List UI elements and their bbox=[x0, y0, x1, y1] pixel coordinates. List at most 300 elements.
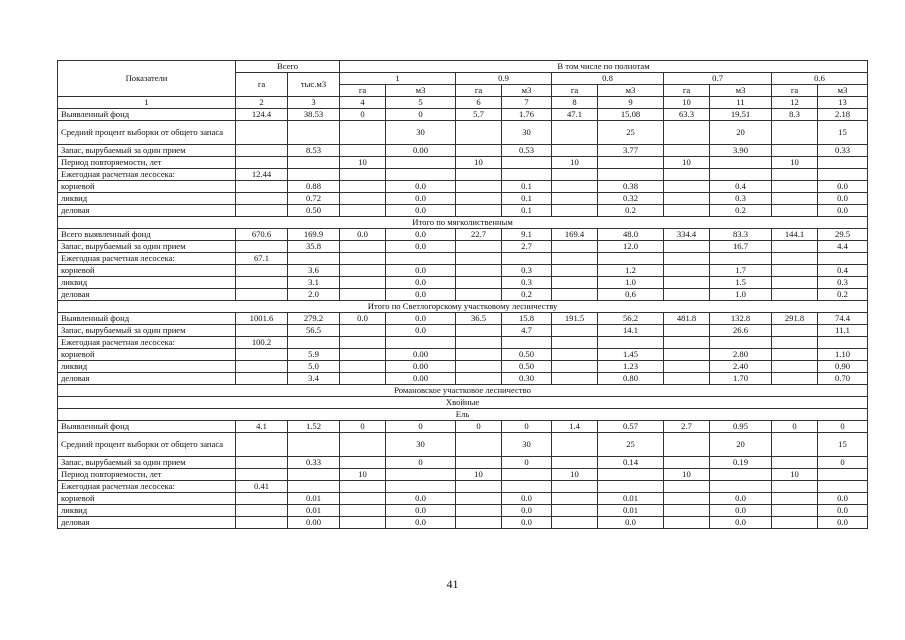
table-cell: 2.7 bbox=[502, 241, 552, 253]
table-cell bbox=[552, 349, 598, 361]
table-cell bbox=[552, 265, 598, 277]
table-cell: 0.01 bbox=[598, 493, 664, 505]
table-cell: 0 bbox=[502, 421, 552, 433]
column-number: 7 bbox=[502, 97, 552, 109]
table-cell bbox=[236, 373, 288, 385]
table-cell bbox=[818, 337, 868, 349]
table-cell bbox=[664, 253, 710, 265]
table-row bbox=[58, 421, 868, 433]
table-cell bbox=[340, 181, 386, 193]
section-header-row bbox=[58, 301, 868, 313]
table-cell bbox=[236, 505, 288, 517]
section-title: Хвойные bbox=[58, 397, 868, 409]
table-cell bbox=[456, 517, 502, 529]
table-cell: 19.51 bbox=[710, 109, 772, 121]
table-cell bbox=[772, 457, 818, 469]
table-cell: 0.0 bbox=[386, 517, 456, 529]
column-number: 10 bbox=[664, 97, 710, 109]
row-label: ликвид bbox=[58, 505, 236, 517]
table-row bbox=[58, 205, 868, 217]
table-cell: 38.53 bbox=[288, 109, 340, 121]
table-row bbox=[58, 181, 868, 193]
table-cell bbox=[386, 337, 456, 349]
table-cell: 1.52 bbox=[288, 421, 340, 433]
column-number: 3 bbox=[288, 97, 340, 109]
table-cell bbox=[664, 121, 710, 145]
table-cell: 20 bbox=[710, 121, 772, 145]
table-cell bbox=[772, 277, 818, 289]
row-label: корневой bbox=[58, 265, 236, 277]
row-label: корневой bbox=[58, 181, 236, 193]
table-cell bbox=[456, 361, 502, 373]
table-cell bbox=[502, 337, 552, 349]
table-row bbox=[58, 469, 868, 481]
table-cell: 0.0 bbox=[502, 505, 552, 517]
table-cell: 0.95 bbox=[710, 421, 772, 433]
table-cell: 10 bbox=[456, 469, 502, 481]
table-cell: 0.30 bbox=[502, 373, 552, 385]
table-cell bbox=[664, 373, 710, 385]
table-cell bbox=[456, 205, 502, 217]
table-cell: 0.57 bbox=[598, 421, 664, 433]
row-label: Всего выявленный фонд bbox=[58, 229, 236, 241]
table-cell: 334.4 bbox=[664, 229, 710, 241]
table-cell bbox=[818, 253, 868, 265]
unit-m3: м3 bbox=[598, 85, 664, 97]
table-cell: 47.1 bbox=[552, 109, 598, 121]
table-cell bbox=[340, 493, 386, 505]
table-cell: 22.7 bbox=[456, 229, 502, 241]
table-cell bbox=[340, 337, 386, 349]
table-cell: 8.3 bbox=[772, 109, 818, 121]
table-cell bbox=[288, 481, 340, 493]
table-cell: 0.0 bbox=[386, 265, 456, 277]
table-cell: 291.8 bbox=[772, 313, 818, 325]
table-cell bbox=[710, 253, 772, 265]
table-cell bbox=[456, 169, 502, 181]
table-cell: 1.45 bbox=[598, 349, 664, 361]
table-cell: 25 bbox=[598, 433, 664, 457]
section-header-row bbox=[58, 397, 868, 409]
section-header-row bbox=[58, 409, 868, 421]
total-header: Всего bbox=[236, 61, 340, 73]
table-row bbox=[58, 145, 868, 157]
row-label: Запас, вырубаемый за один прием bbox=[58, 145, 236, 157]
table-cell: 10 bbox=[456, 157, 502, 169]
table-cell bbox=[340, 265, 386, 277]
table-cell bbox=[340, 433, 386, 457]
table-cell bbox=[552, 481, 598, 493]
table-cell: 0 bbox=[456, 421, 502, 433]
table-cell: 29.5 bbox=[818, 229, 868, 241]
table-cell bbox=[456, 253, 502, 265]
table-cell: 0.50 bbox=[502, 361, 552, 373]
table-cell: 0.0 bbox=[818, 493, 868, 505]
table-cell: 30 bbox=[386, 433, 456, 457]
table-row bbox=[58, 361, 868, 373]
table-cell bbox=[664, 193, 710, 205]
column-number: 1 bbox=[58, 97, 236, 109]
table-cell bbox=[552, 433, 598, 457]
table-cell bbox=[340, 241, 386, 253]
table-cell bbox=[236, 325, 288, 337]
table-row bbox=[58, 505, 868, 517]
table-cell: 1.4 bbox=[552, 421, 598, 433]
table-row bbox=[58, 349, 868, 361]
table-cell: 0.14 bbox=[598, 457, 664, 469]
table-cell: 10 bbox=[664, 469, 710, 481]
table-cell bbox=[236, 361, 288, 373]
table-cell bbox=[818, 481, 868, 493]
table-cell: 0.72 bbox=[288, 193, 340, 205]
table-cell bbox=[502, 469, 552, 481]
total-ha-header: га bbox=[236, 73, 288, 97]
table-cell bbox=[236, 181, 288, 193]
table-cell: 1001.6 bbox=[236, 313, 288, 325]
table-cell: 3.1 bbox=[288, 277, 340, 289]
table-cell bbox=[456, 241, 502, 253]
table-cell bbox=[664, 517, 710, 529]
table-cell: 10 bbox=[340, 469, 386, 481]
table-cell bbox=[502, 169, 552, 181]
row-label: Период повторяемости, лет bbox=[58, 469, 236, 481]
table-cell bbox=[236, 277, 288, 289]
table-row bbox=[58, 121, 868, 145]
table-cell: 11.1 bbox=[818, 325, 868, 337]
table-row bbox=[58, 457, 868, 469]
table-cell bbox=[456, 265, 502, 277]
table-cell bbox=[598, 253, 664, 265]
table-cell: 0.0 bbox=[818, 181, 868, 193]
table-cell bbox=[340, 349, 386, 361]
table-cell: 0.3 bbox=[818, 277, 868, 289]
density-header: 0.7 bbox=[664, 73, 772, 85]
table-cell bbox=[598, 469, 664, 481]
table-cell: 3.90 bbox=[710, 145, 772, 157]
table-cell: 0.00 bbox=[288, 517, 340, 529]
table-cell: 9.1 bbox=[502, 229, 552, 241]
table-cell: 16.7 bbox=[710, 241, 772, 253]
table-cell bbox=[818, 169, 868, 181]
table-cell bbox=[340, 205, 386, 217]
table-cell bbox=[772, 481, 818, 493]
table-cell: 0.4 bbox=[710, 181, 772, 193]
table-cell: 2.7 bbox=[664, 421, 710, 433]
table-cell bbox=[598, 169, 664, 181]
table-cell: 0.2 bbox=[502, 289, 552, 301]
by-density-header: В том числе по полнотам bbox=[340, 61, 868, 73]
table-cell bbox=[772, 505, 818, 517]
table-cell bbox=[552, 289, 598, 301]
table-cell: 0.0 bbox=[710, 493, 772, 505]
table-cell bbox=[456, 193, 502, 205]
table-cell bbox=[236, 349, 288, 361]
table-cell: 0 bbox=[386, 421, 456, 433]
table-cell bbox=[340, 481, 386, 493]
table-row bbox=[58, 169, 868, 181]
table-cell: 279.2 bbox=[288, 313, 340, 325]
row-label: Выявленный фонд bbox=[58, 313, 236, 325]
table-cell: 8.53 bbox=[288, 145, 340, 157]
table-cell: 1.10 bbox=[818, 349, 868, 361]
table-cell bbox=[340, 145, 386, 157]
table-cell bbox=[552, 373, 598, 385]
table-cell: 0.80 bbox=[598, 373, 664, 385]
table-cell: 0.0 bbox=[818, 193, 868, 205]
unit-m3: м3 bbox=[710, 85, 772, 97]
table-cell bbox=[818, 469, 868, 481]
table-cell bbox=[772, 325, 818, 337]
row-label: деловая bbox=[58, 517, 236, 529]
table-cell: 14.1 bbox=[598, 325, 664, 337]
table-cell bbox=[664, 457, 710, 469]
table-cell: 0.0 bbox=[386, 313, 456, 325]
table-cell: 0.0 bbox=[502, 517, 552, 529]
table-cell: 30 bbox=[502, 433, 552, 457]
section-title: Итого по мягколиственным bbox=[58, 217, 868, 229]
table-cell bbox=[236, 433, 288, 457]
table-cell: 25 bbox=[598, 121, 664, 145]
table-cell bbox=[456, 181, 502, 193]
table-row bbox=[58, 229, 868, 241]
table-row bbox=[58, 517, 868, 529]
table-cell bbox=[664, 325, 710, 337]
row-label: ликвид bbox=[58, 193, 236, 205]
table-cell: 0 bbox=[340, 421, 386, 433]
table-cell: 0.00 bbox=[386, 349, 456, 361]
table-cell: 0.0 bbox=[386, 205, 456, 217]
table-cell bbox=[664, 289, 710, 301]
table-cell bbox=[552, 121, 598, 145]
density-header: 0.8 bbox=[552, 73, 664, 85]
table-cell: 0.0 bbox=[340, 313, 386, 325]
table-row bbox=[58, 313, 868, 325]
table-cell: 4.4 bbox=[818, 241, 868, 253]
table-cell bbox=[288, 433, 340, 457]
table-cell bbox=[772, 289, 818, 301]
table-cell: 144.1 bbox=[772, 229, 818, 241]
table-cell: 0.01 bbox=[288, 493, 340, 505]
table-cell: 10 bbox=[772, 157, 818, 169]
table-cell bbox=[772, 349, 818, 361]
table-cell bbox=[552, 241, 598, 253]
table-cell: 670.6 bbox=[236, 229, 288, 241]
table-cell bbox=[664, 181, 710, 193]
unit-m3: м3 bbox=[386, 85, 456, 97]
table-cell bbox=[552, 205, 598, 217]
table-cell bbox=[664, 265, 710, 277]
table-cell bbox=[552, 505, 598, 517]
table-cell bbox=[456, 325, 502, 337]
row-label: деловая bbox=[58, 289, 236, 301]
table-cell bbox=[340, 193, 386, 205]
table-cell: 0.00 bbox=[386, 373, 456, 385]
table-cell: 0.50 bbox=[502, 349, 552, 361]
table-cell: 132.8 bbox=[710, 313, 772, 325]
indicators-header: Показатели bbox=[58, 61, 236, 97]
unit-ha: га bbox=[456, 85, 502, 97]
table-cell: 1.76 bbox=[502, 109, 552, 121]
table-cell bbox=[456, 481, 502, 493]
table-cell: 1.0 bbox=[598, 277, 664, 289]
table-cell bbox=[340, 277, 386, 289]
table-cell bbox=[236, 241, 288, 253]
table-row bbox=[58, 253, 868, 265]
table-cell bbox=[340, 121, 386, 145]
unit-m3: м3 bbox=[502, 85, 552, 97]
table-cell bbox=[598, 337, 664, 349]
table-cell bbox=[664, 277, 710, 289]
table-cell: 0.0 bbox=[386, 241, 456, 253]
table-cell bbox=[236, 193, 288, 205]
table-cell: 191.5 bbox=[552, 313, 598, 325]
table-cell: 0.0 bbox=[818, 505, 868, 517]
table-cell bbox=[664, 169, 710, 181]
unit-ha: га bbox=[664, 85, 710, 97]
table-cell: 1.7 bbox=[710, 265, 772, 277]
unit-ha: га bbox=[552, 85, 598, 97]
column-number: 4 bbox=[340, 97, 386, 109]
table-cell: 2.0 bbox=[288, 289, 340, 301]
table-cell bbox=[456, 277, 502, 289]
table-cell bbox=[664, 433, 710, 457]
column-number: 6 bbox=[456, 97, 502, 109]
row-label: ликвид bbox=[58, 277, 236, 289]
table-cell bbox=[664, 337, 710, 349]
table-cell bbox=[664, 145, 710, 157]
table-cell bbox=[340, 505, 386, 517]
row-label: Ежегодная расчетная лесосека: bbox=[58, 481, 236, 493]
table-cell bbox=[664, 361, 710, 373]
table-cell: 10 bbox=[552, 157, 598, 169]
row-label: деловая bbox=[58, 373, 236, 385]
table-cell bbox=[236, 517, 288, 529]
table-cell bbox=[288, 337, 340, 349]
table-cell bbox=[236, 493, 288, 505]
table-cell bbox=[664, 505, 710, 517]
row-label: деловая bbox=[58, 205, 236, 217]
table-cell bbox=[236, 289, 288, 301]
table-body bbox=[58, 109, 868, 529]
table-cell: 15 bbox=[818, 121, 868, 145]
table-cell: 0.38 bbox=[598, 181, 664, 193]
table-cell: 0.0 bbox=[386, 325, 456, 337]
table-cell: 0 bbox=[818, 421, 868, 433]
table-cell bbox=[664, 481, 710, 493]
table-cell bbox=[772, 265, 818, 277]
table-cell: 26.6 bbox=[710, 325, 772, 337]
column-number: 12 bbox=[772, 97, 818, 109]
section-header-row bbox=[58, 217, 868, 229]
density-header: 0.9 bbox=[456, 73, 552, 85]
table-cell: 0.4 bbox=[818, 265, 868, 277]
table-cell bbox=[710, 169, 772, 181]
table-cell: 0.1 bbox=[502, 181, 552, 193]
table-cell: 63.3 bbox=[664, 109, 710, 121]
table-cell bbox=[552, 169, 598, 181]
table-cell: 0.0 bbox=[386, 493, 456, 505]
table-cell bbox=[772, 145, 818, 157]
table-cell bbox=[772, 241, 818, 253]
table-cell: 0.0 bbox=[710, 517, 772, 529]
table-cell: 0.2 bbox=[598, 205, 664, 217]
table-cell bbox=[340, 373, 386, 385]
table-cell bbox=[386, 169, 456, 181]
table-cell: 0.70 bbox=[818, 373, 868, 385]
table-cell bbox=[772, 517, 818, 529]
table-cell: 10 bbox=[552, 469, 598, 481]
table-cell: 30 bbox=[502, 121, 552, 145]
table-cell bbox=[598, 481, 664, 493]
table-cell: 0.0 bbox=[386, 193, 456, 205]
table-cell: 3.6 bbox=[288, 265, 340, 277]
table-cell bbox=[552, 253, 598, 265]
row-label: Выявленный фонд bbox=[58, 109, 236, 121]
table-cell: 0 bbox=[818, 457, 868, 469]
page-number: 41 bbox=[446, 577, 459, 591]
table-cell: 0.3 bbox=[710, 193, 772, 205]
table-cell: 0.88 bbox=[288, 181, 340, 193]
table-cell bbox=[456, 145, 502, 157]
table-cell: 15 bbox=[818, 433, 868, 457]
table-cell bbox=[456, 289, 502, 301]
table-cell: 169.9 bbox=[288, 229, 340, 241]
table-cell bbox=[552, 337, 598, 349]
table-cell: 0 bbox=[386, 109, 456, 121]
forest-fund-table bbox=[57, 60, 868, 529]
table-cell bbox=[236, 457, 288, 469]
table-cell: 1.0 bbox=[710, 289, 772, 301]
table-row bbox=[58, 433, 868, 457]
table-cell bbox=[340, 169, 386, 181]
table-cell: 0 bbox=[502, 457, 552, 469]
table-cell bbox=[772, 337, 818, 349]
table-cell: 15.8 bbox=[502, 313, 552, 325]
table-cell bbox=[456, 373, 502, 385]
table-cell bbox=[552, 517, 598, 529]
row-label: Запас, вырубаемый за один прием bbox=[58, 241, 236, 253]
table-cell: 0.0 bbox=[502, 493, 552, 505]
table-cell bbox=[386, 157, 456, 169]
table-cell bbox=[288, 169, 340, 181]
table-cell: 100.2 bbox=[236, 337, 288, 349]
table-cell bbox=[772, 121, 818, 145]
density-header: 1 bbox=[340, 73, 456, 85]
row-label: ликвид bbox=[58, 361, 236, 373]
table-cell bbox=[340, 253, 386, 265]
unit-ha: га bbox=[340, 85, 386, 97]
table-cell: 2.80 bbox=[710, 349, 772, 361]
table-cell: 0 bbox=[772, 421, 818, 433]
table-cell: 0.0 bbox=[818, 205, 868, 217]
table-cell: 4.7 bbox=[502, 325, 552, 337]
table-cell: 0.32 bbox=[598, 193, 664, 205]
row-label: Запас, вырубаемый за один прием bbox=[58, 325, 236, 337]
table-cell: 56.5 bbox=[288, 325, 340, 337]
table-cell: 0.2 bbox=[818, 289, 868, 301]
table-cell bbox=[236, 157, 288, 169]
table-cell bbox=[552, 457, 598, 469]
row-label: Средний процент выборки от общего запаса bbox=[58, 433, 236, 457]
table-cell bbox=[552, 493, 598, 505]
table-cell: 1.23 bbox=[598, 361, 664, 373]
column-number: 13 bbox=[818, 97, 868, 109]
table-cell bbox=[340, 325, 386, 337]
table-cell: 0.3 bbox=[502, 277, 552, 289]
table-cell: 0.0 bbox=[386, 289, 456, 301]
row-label: корневой bbox=[58, 349, 236, 361]
table-row bbox=[58, 157, 868, 169]
